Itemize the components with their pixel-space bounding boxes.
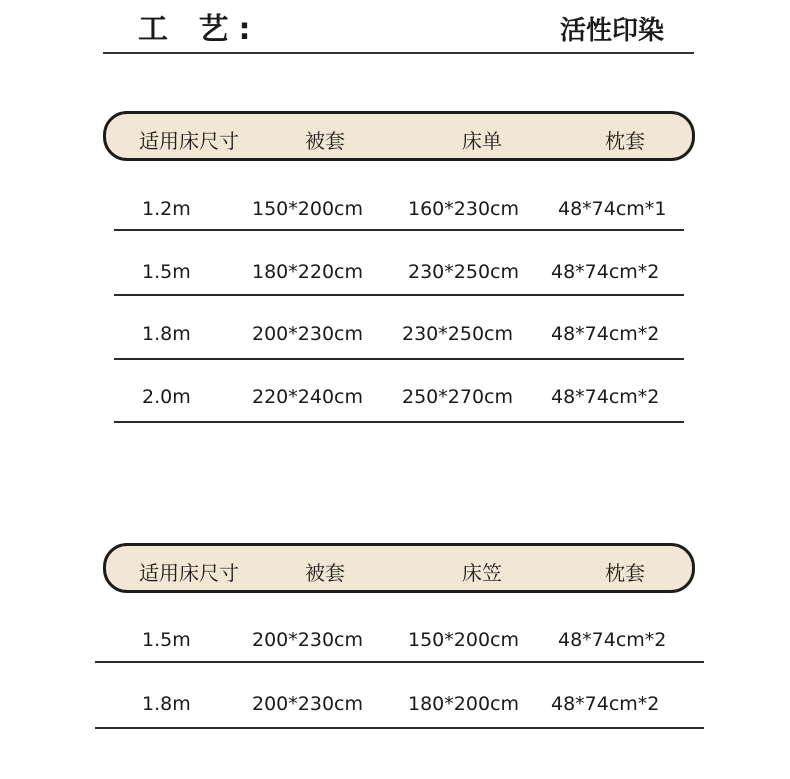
cell-pillow: 48*74cm*2 [558, 629, 667, 651]
cell-duvet: 180*220cm [252, 261, 363, 283]
row-divider [114, 421, 684, 423]
cell-pillow: 48*74cm*1 [558, 198, 667, 220]
row-divider [95, 661, 704, 663]
table1-header-pillow: 枕套 [605, 129, 645, 153]
table1-header [103, 111, 695, 161]
cell-duvet: 150*200cm [252, 198, 363, 220]
row-divider [114, 294, 684, 296]
craft-label: 工 艺: [138, 12, 261, 47]
table1-header-duvet: 被套 [305, 129, 345, 153]
cell-pillow: 48*74cm*2 [551, 323, 660, 345]
table1-header-sheet: 床单 [462, 129, 502, 153]
cell-size: 1.8m [142, 323, 191, 345]
cell-size: 1.5m [142, 629, 191, 651]
cell-pillow: 48*74cm*2 [551, 261, 660, 283]
pillow-count-highlight: 1 [654, 198, 667, 220]
cell-sheet: 230*250cm [408, 261, 519, 283]
cell-fitted-sheet: 150*200cm [408, 629, 519, 651]
cell-size: 2.0m [142, 386, 191, 408]
row-divider [114, 358, 684, 360]
craft-value: 活性印染 [559, 16, 664, 46]
cell-duvet: 220*240cm [252, 386, 363, 408]
cell-duvet: 200*230cm [252, 323, 363, 345]
table2-header-duvet: 被套 [305, 561, 345, 585]
cell-pillow: 48*74cm*2 [551, 693, 660, 715]
cell-sheet: 250*270cm [402, 386, 513, 408]
cell-duvet: 200*230cm [252, 629, 363, 651]
table1-header-size: 适用床尺寸 [139, 129, 239, 153]
cell-sheet: 230*250cm [402, 323, 513, 345]
table2-header-pillow: 枕套 [605, 561, 645, 585]
row-divider [114, 229, 684, 231]
cell-pillow: 48*74cm*2 [551, 386, 660, 408]
cell-size: 1.5m [142, 261, 191, 283]
cell-duvet: 200*230cm [252, 693, 363, 715]
table2-header-size: 适用床尺寸 [139, 561, 239, 585]
cell-size: 1.2m [142, 198, 191, 220]
table2-header-fitted-sheet: 床笠 [462, 561, 502, 585]
cell-fitted-sheet: 180*200cm [408, 693, 519, 715]
craft-divider [103, 52, 694, 54]
row-divider [95, 727, 704, 729]
cell-size: 1.8m [142, 693, 191, 715]
table2-header [103, 543, 695, 593]
cell-sheet: 160*230cm [408, 198, 519, 220]
